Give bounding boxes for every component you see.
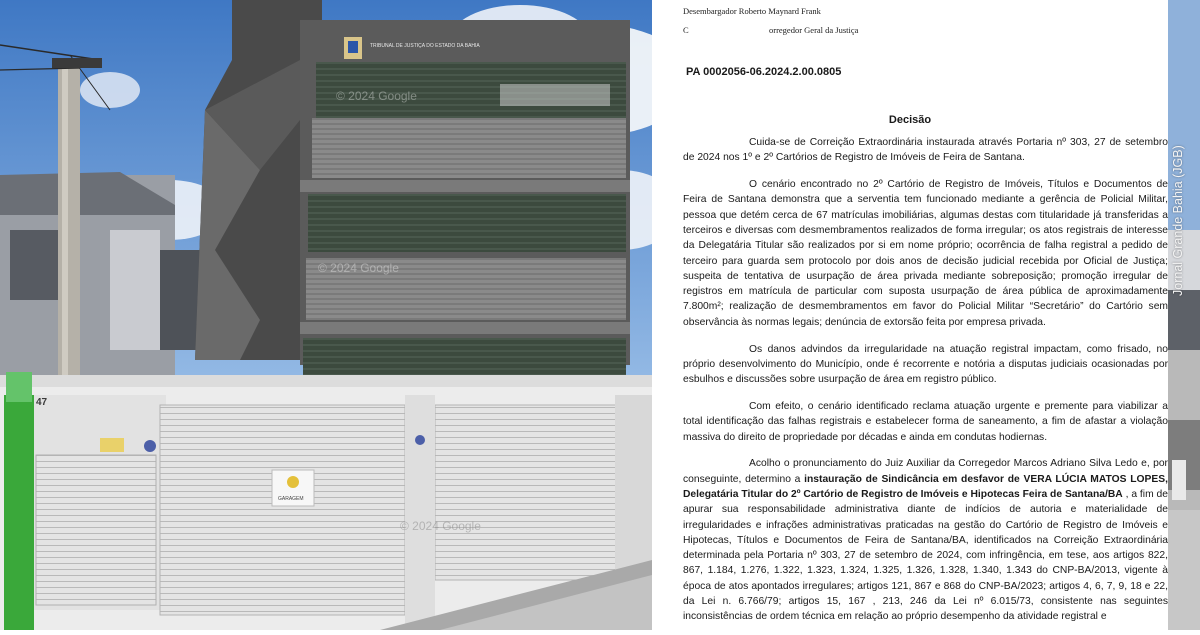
decision-document (652, 0, 1168, 630)
document-body (683, 135, 1168, 635)
paragraph-5-highlight: instauração de Sindicância em desfavor de VERA LÚCIA MATOS LOPES, Delegatária Titular do 2º Cartório de Registro de Imóveis e Hipotecas Feira de Santana/BA (683, 473, 1168, 500)
document-title: Decisão (888, 114, 932, 126)
source-watermark: Jornal Grande Bahia (JGB) (1171, 145, 1185, 296)
office-header-initial: C (683, 25, 689, 35)
paragraph-5-end: , a fim de apurar sua responsabilidade administrativa diante de indícios de autoria e materialidade de irregularidades e infrações administrativas praticadas na gestão do Cartório de Registro de Imóveis e Hipotecas, Títulos e Documentos de Feira de Santana/BA, identificados na Correição Extraordinária determinada pela Portaria nº 303, 27 de setembro de 2024, com infringência, em tese, aos artigos 822, 867, 1.184, 1.276, 1.322, 1.323, 1.324, 1.325, 1.326, 1.328, 1.340, 1.343 do CNP-BA/2013, vigente à época de atos apontados irregulares; artigos 121, 867 e 868 do CNP-BA/2023; artigos 4, 6, 7, 9, 18 e 22, da Lei n. 6.766/79; artigos 15, 167 , 213, 246 da Lei nº 6.015/73, consistente nas seguintes inconsistências de ordem técnica em relação ao próprio desempenho da atividade registral e (683, 488, 1168, 623)
case-number: PA 0002056-06.2024.2.00.0805 (686, 66, 842, 78)
paragraph-2: O cenário encontrado no 2º Cartório de Registro de Imóveis, Títulos e Documentos de Feira de Santana demonstra que a serventia tem funcionado mediante a gerência de Policial Militar, pessoa que detém cerca de 67 matrículas imobiliárias, algumas destas com titularidade já transferidas a terceiros e diversas com desmembramentos realizados de forma irregular; os atos registrais de interesse da Delegatária Titular são realizados por si em nome próprio; ocorrência de falha registral a pedido de terceiro para guarda sem protocolo por dois anos de decisão judicial recebida por Oficial de Justiça; suspeita de tentativa de usurpação de área privada mediante sobreposição; promoção irregular de registros em matrícula de particular com suposta usurpação de área pública de aproximadamente 7.800m²; realização de desmembramentos em favor do Policial Militar “Secretário” do Cartório sem observância às normas legais; denúncia de extorsão feita por empresa privada. (683, 179, 1168, 328)
building-sign: TRIBUNAL DE JUSTIÇA DO ESTADO DA BAHIA (370, 43, 480, 49)
paragraph-1: Cuida-se de Correição Extraordinária instaurada através Portaria nº 303, 27 de setembro de 2024 nos 1º e 2º Cartórios de Registro de Imóveis de Feira de Santana. (683, 137, 1168, 164)
google-mark: © 2024 Google (318, 261, 399, 275)
office-header: orregedor Geral da Justiça (769, 25, 859, 35)
gate-right (435, 405, 617, 580)
paragraph-5-start: Acolho o pronunciamento do Juiz Auxiliar da Corregedor Marcos Adriano Silva Ledo e, por conseguinte, determino a (683, 458, 1168, 485)
paragraph-3: Os danos advindos da irregularidade na atuação registral impactam, como frisado, no próprio desenvolvimento do Município, onde é recorrente e notória a disputas judiciais ocasionadas por esbulhos e discussões sobre usurpação de área em registro público. (683, 343, 1168, 386)
judge-name-header: Desembargador Roberto Maynard Frank (683, 6, 821, 16)
gate-left (160, 405, 405, 615)
gate-sign-text: GARAGEM (278, 496, 304, 502)
paragraph-5 (683, 456, 1168, 624)
street-number: 47 (36, 397, 48, 408)
paragraph-4: Com efeito, o cenário identificado reclama atuação urgente e premente para viabilizar a total identificação das falhas registrais e estabelecer forma de saneamento, a fim de afastar a violação massiva do direito de propriedade por décadas e ainda em condutas hodiernas. (683, 400, 1168, 443)
google-mark: © 2024 Google (336, 89, 417, 103)
green-pillar (4, 395, 34, 630)
edge-photo-strip (1168, 0, 1200, 630)
wall-plaque (415, 435, 425, 445)
cloud (80, 72, 140, 108)
google-mark: © 2024 Google (400, 519, 481, 533)
utility-pole (58, 60, 80, 390)
wall-plaque (144, 440, 156, 452)
